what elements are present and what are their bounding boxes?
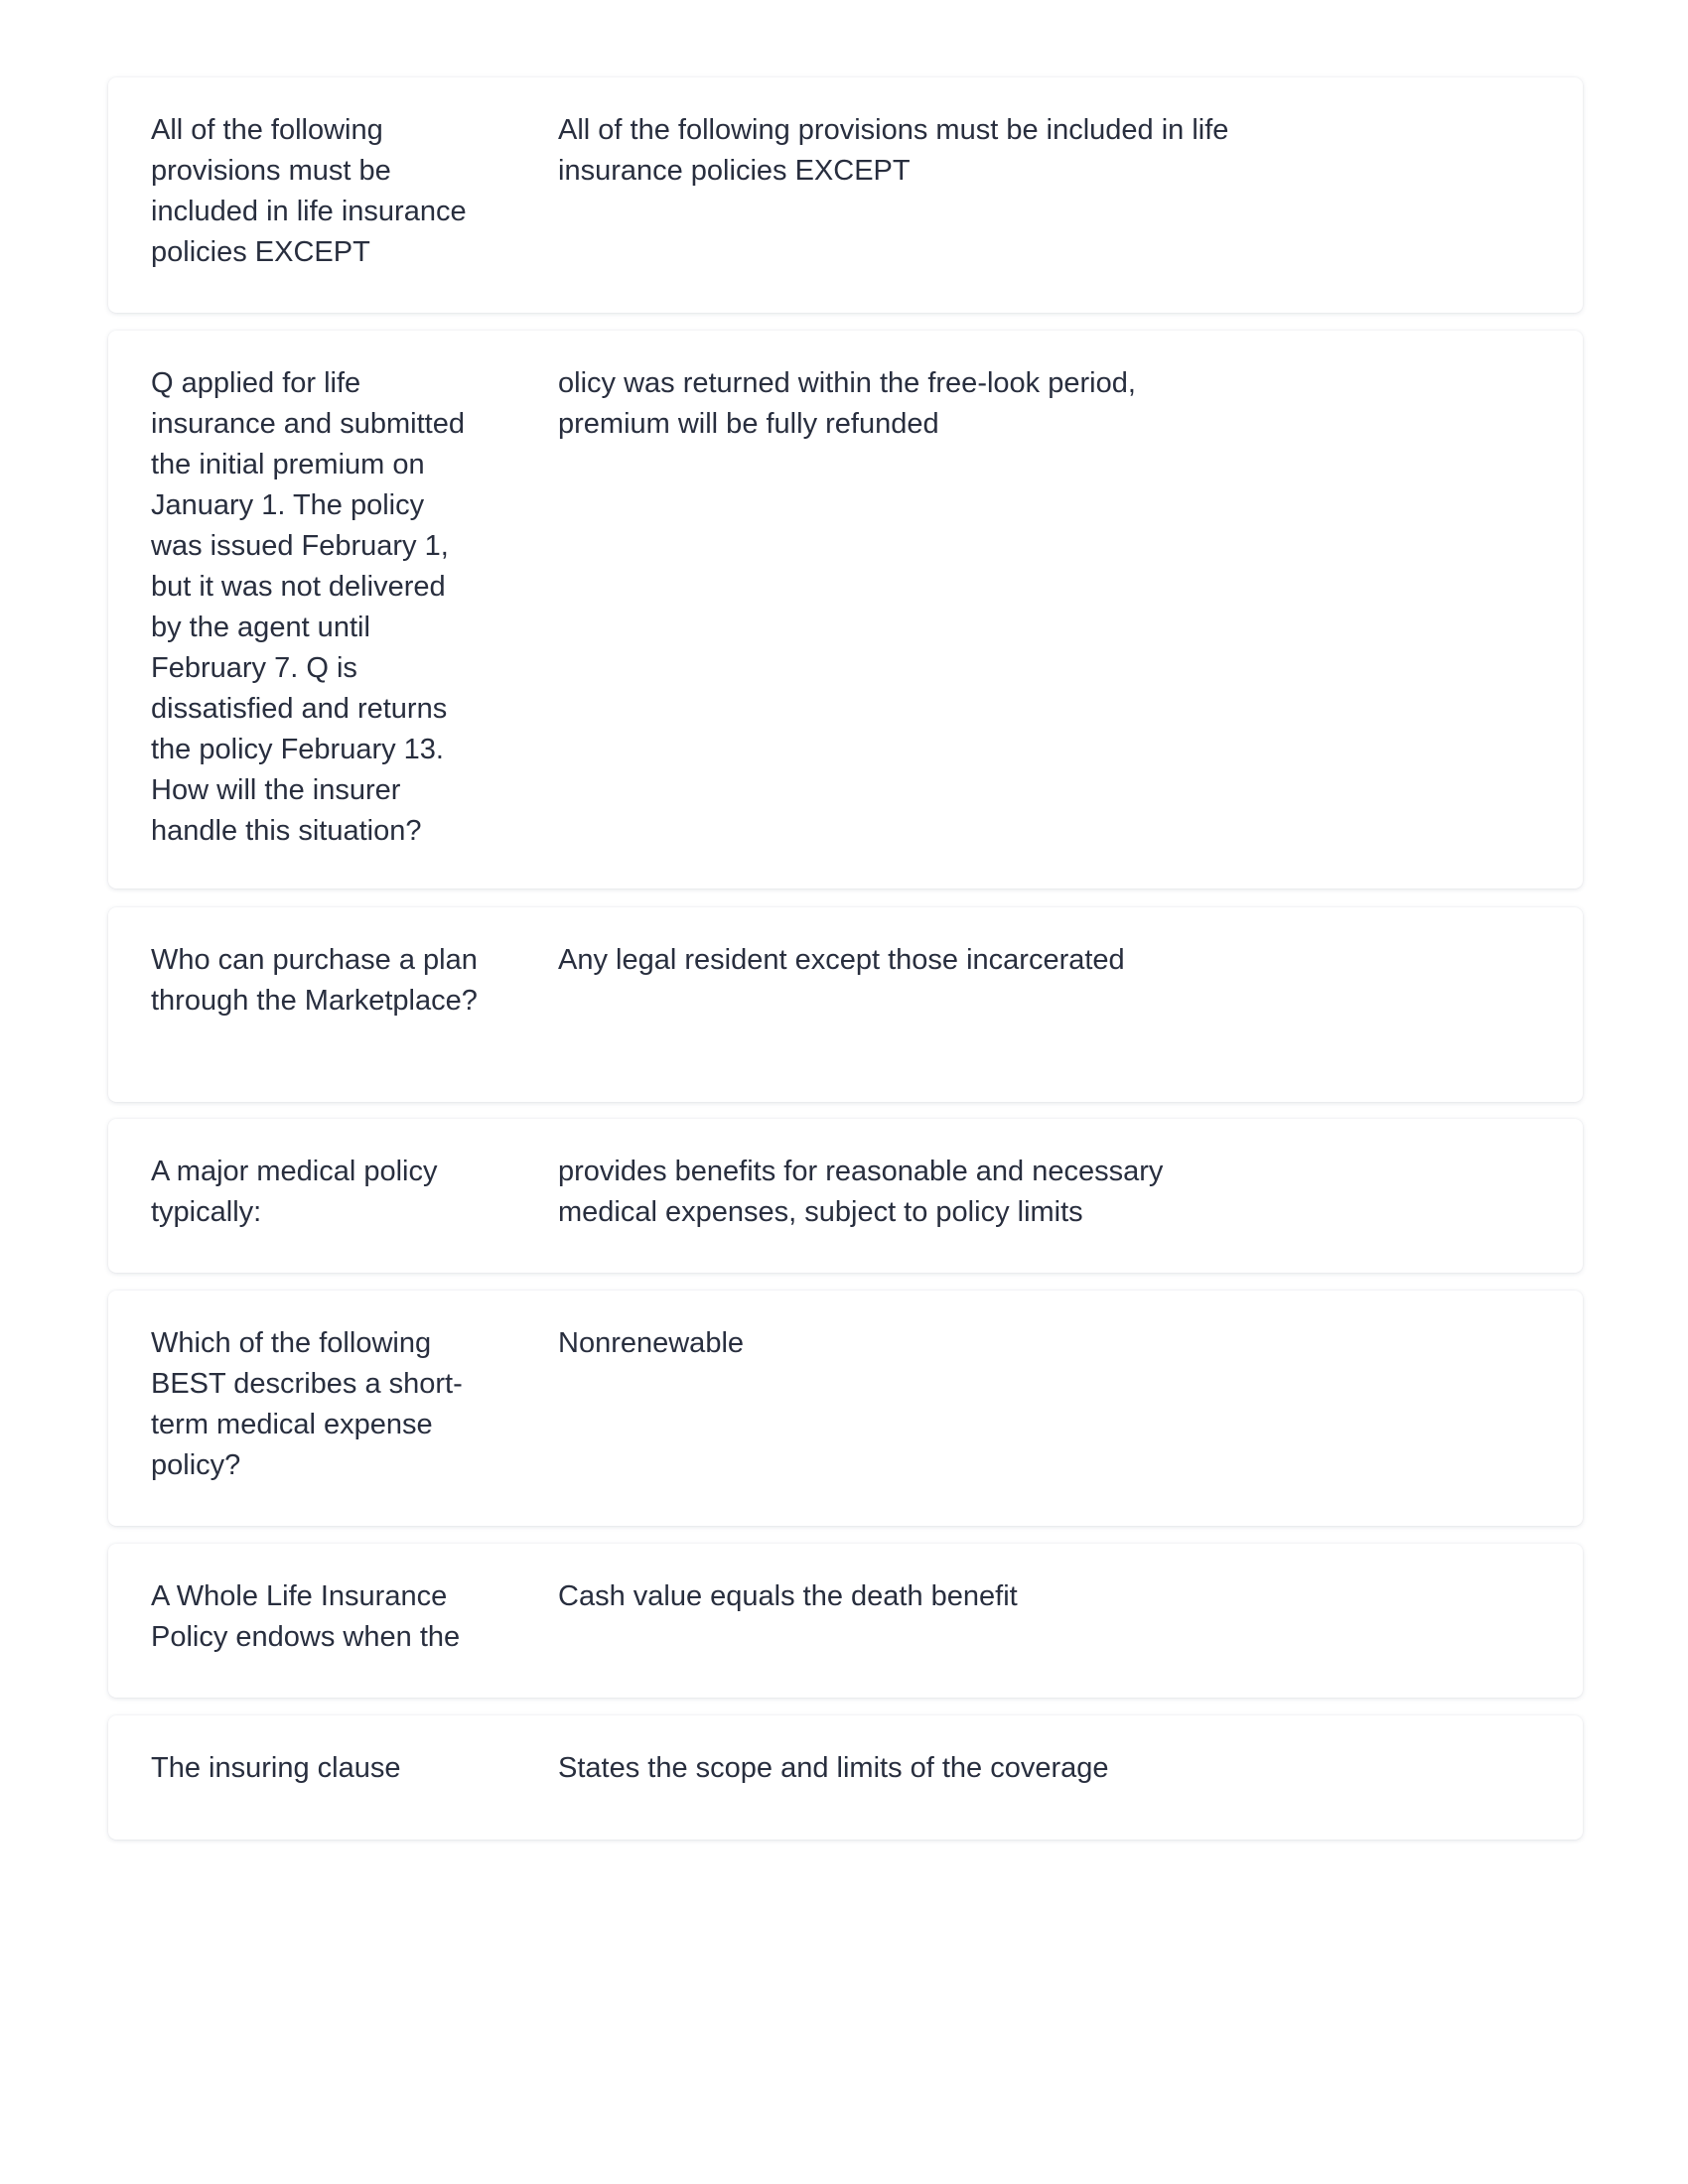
flashcard-row — [108, 907, 1583, 1102]
card-term: Who can purchase a plan through the Marketplace? — [151, 944, 478, 1017]
flashcard-row — [108, 1119, 1583, 1273]
flashcard-row — [108, 1715, 1583, 1840]
card-definition: All of the following provisions must be included in life insurance policies EXCEPT — [558, 114, 1229, 187]
card-definition: Cash value equals the death benefit — [558, 1580, 1018, 1612]
card-term: All of the following provisions must be included in life insurance policies EXCEPT — [151, 114, 467, 268]
flashcard-row — [108, 1544, 1583, 1698]
flashcard-row — [108, 77, 1583, 313]
card-definition: Nonrenewable — [558, 1327, 745, 1359]
card-term: A major medical policy typically: — [151, 1156, 438, 1228]
card-term: A Whole Life Insurance Policy endows when the — [151, 1580, 461, 1653]
card-term: Which of the following BEST describes a short-term medical expense policy? — [151, 1327, 463, 1481]
card-definition: Any legal resident except those incarcerated — [558, 944, 1125, 976]
flashcard-row — [108, 1291, 1583, 1526]
card-definition: provides benefits for reasonable and necessary medical expenses, subject to policy limits — [558, 1156, 1164, 1228]
flashcard-row — [108, 331, 1583, 888]
card-definition: States the scope and limits of the coverage — [558, 1752, 1109, 1784]
card-term: The insuring clause — [151, 1752, 401, 1784]
card-definition: olicy was returned within the free-look period, premium will be fully refunded — [558, 367, 1136, 440]
card-term: Q applied for life insurance and submitted the initial premium on January 1. The policy was issued February 1, but it was not delivered by the agent until February 7. Q is dissatisfied and returns the policy February 13. How will the insurer handle this situation? — [151, 367, 465, 847]
